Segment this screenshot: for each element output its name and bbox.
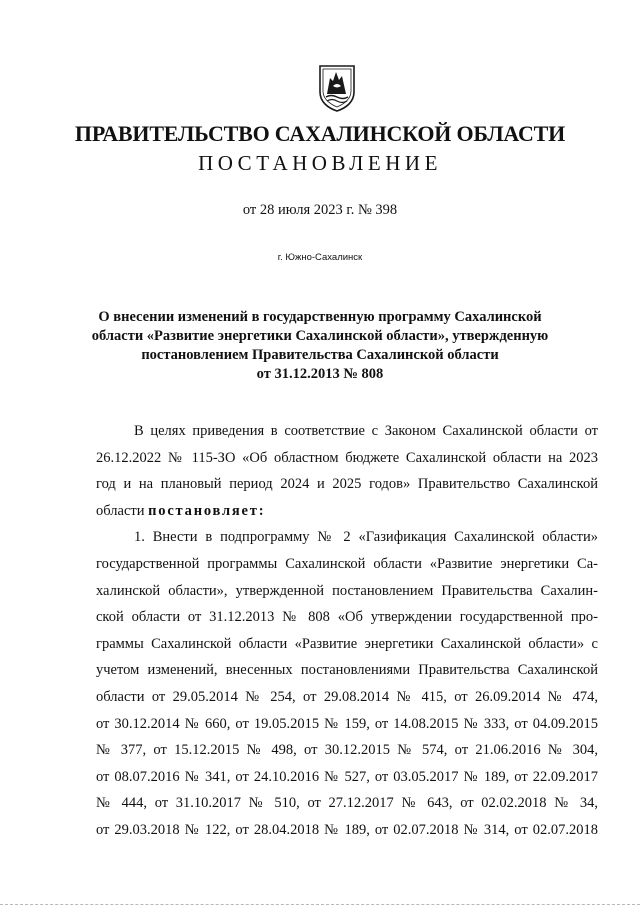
body-line: от 30.12.2014 № 660, от 19.05.2015 № 159, от 14.08.2015 № 333, от 04.09.2015 bbox=[96, 715, 598, 732]
body-line: области от 29.05.2014 № 254, от 29.08.2014 № 415, от 26.09.2014 № 474, bbox=[96, 688, 598, 705]
body-line-lead: области bbox=[96, 502, 149, 519]
body-line: от 08.07.2016 № 341, от 24.10.2016 № 527, от 03.05.2017 № 189, от 22.09.2017 bbox=[96, 768, 598, 785]
body-line: халинской области», утвержденной постановлением Правительства Сахалин- bbox=[96, 582, 598, 599]
body-line: год и на плановый период 2024 и 2025 годов» Правительство Сахалинской bbox=[96, 476, 598, 493]
body-line: граммы Сахалинской области «Развитие энергетики Сахалинской области» с bbox=[96, 635, 598, 652]
title-line: О внесении изменений в государственную программу Сахалинской bbox=[98, 309, 542, 325]
body-line bbox=[96, 498, 598, 525]
body-line: от 29.03.2018 № 122, от 28.04.2018 № 189, от 02.07.2018 № 314, от 02.07.2018 bbox=[96, 821, 598, 838]
body-line: государственной программы Сахалинской области «Развитие энергетики Са- bbox=[96, 555, 598, 572]
body-line: ской области от 31.12.2013 № 808 «Об утверждении государственной про- bbox=[96, 609, 598, 626]
decree-keyword: постановляет: bbox=[148, 502, 266, 519]
body-line: учетом изменений, внесенных постановлениями Правительства Сахалинской bbox=[96, 662, 598, 679]
body-line: В целях приведения в соответствие с Законом Сахалинской области от bbox=[134, 423, 598, 439]
document-city: г. Южно-Сахалинск bbox=[277, 252, 363, 263]
body-line: № 444, от 31.10.2017 № 510, от 27.12.2017 № 643, от 02.02.2018 № 34, bbox=[96, 795, 598, 812]
body-line: № 377, от 15.12.2015 № 498, от 30.12.2015 № 574, от 21.06.2016 № 304, bbox=[96, 742, 598, 759]
document-type: ПОСТАНОВЛЕНИЕ bbox=[198, 151, 442, 175]
title-line: постановлением Правительства Сахалинской области bbox=[141, 347, 499, 363]
title-line: области «Развитие энергетики Сахалинской области», утвержденную bbox=[91, 328, 549, 344]
coat-of-arms-icon bbox=[318, 64, 356, 112]
government-name: ПРАВИТЕЛЬСТВО САХАЛИНСКОЙ ОБЛАСТИ bbox=[74, 121, 566, 146]
scan-edge-divider bbox=[0, 904, 640, 905]
document-body bbox=[96, 418, 598, 844]
document-date-number: от 28 июля 2023 г. № 398 bbox=[242, 202, 398, 218]
title-line: от 31.12.2013 № 808 bbox=[256, 366, 384, 382]
document-title bbox=[60, 308, 580, 384]
body-line: 1. Внести в подпрограмму № 2 «Газификация Сахалинской области» bbox=[134, 529, 598, 546]
body-line: 26.12.2022 № 115-ЗО «Об областном бюджете Сахалинской области на 2023 bbox=[96, 449, 598, 466]
